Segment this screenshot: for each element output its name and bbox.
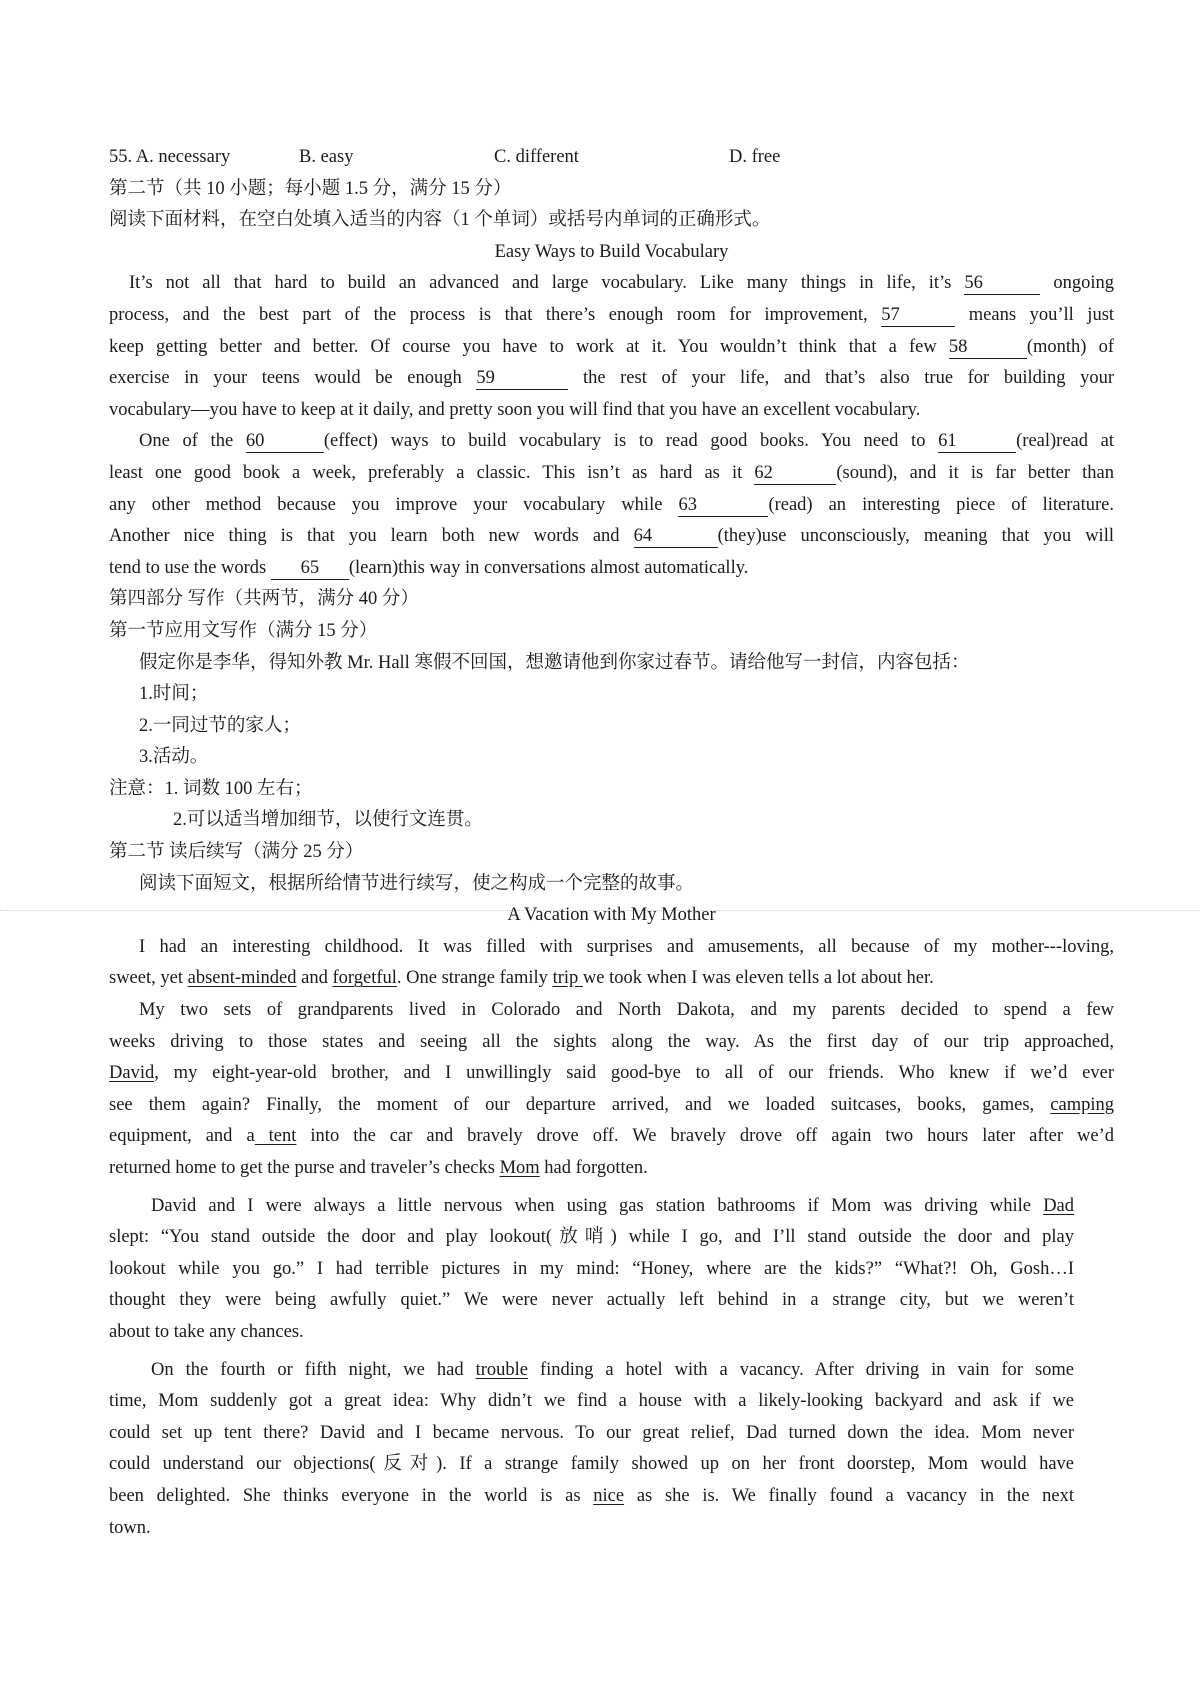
blank-59[interactable]: 59 [476,367,568,390]
passage-paragraph-2-line-5: tend to use the words 65 (learn)this way in conversations almost automatically. [109,557,749,578]
exam-page [109,142,1114,1544]
story-paragraph-4-line-1: On the fourth or fifth night, we had trouble finding a hotel with a vacancy. After driving in vain for some [151,1359,1074,1380]
underlined-word-dad: Dad [1043,1195,1075,1216]
part-4-header: 第四部分 写作（共两节，满分 40 分） [109,589,419,610]
story-paragraph-2-line-1: My two sets of grandparents lived in Colorado and North Dakota, and my parents decided to spend a few [139,1000,1114,1021]
q55-option-d: D. free [729,147,781,167]
underlined-word-camping: camping [1050,1094,1114,1115]
note-line-1: 注意：1. 词数 100 左右； [109,778,313,799]
prompt-item-3: 3.活动。 [139,747,209,768]
passage-paragraph-1-line-1: It’s not all that hard to build an advanced and large vocabulary. Like many things in life, it’s 56 ongoing [129,273,1115,294]
underlined-word-mom: Mom [499,1158,540,1178]
passage-paragraph-1-line-3: keep getting better and better. Of course you have to work at it. You wouldn’t think that a few 58 (month) of [109,336,1114,357]
story-paragraph-2-line-4: see them again? Finally, the moment of our departure arrived, and we loaded suitcases, books, games, camping [109,1094,1114,1115]
story-paragraph-3-line-1: David and I were always a little nervous when using gas station bathrooms if Mom was driving while Dad [151,1195,1075,1216]
story-paragraph-2-line-3: David, my eight-year-old brother, and I unwillingly said good-bye to all of our friends. Who knew if we’d ever [109,1063,1114,1084]
passage-paragraph-2-line-4: Another nice thing is that you learn both new words and 64 (they)use unconsciously, meaning that you will [109,526,1114,547]
underlined-word-nice: nice [593,1485,625,1506]
story-paragraph-1-line-2: sweet, yet absent-minded and forgetful. One strange family trip we took when I was eleven tells a lot about her. [109,968,934,989]
passage-title: Easy Ways to Build Vocabulary [494,241,729,262]
note-line-2: 2.可以适当增加细节，以使行文连贯。 [173,810,483,831]
q55-option-a: 55. A. necessary [109,147,231,167]
underlined-word-david: David [109,1063,155,1084]
underlined-word-forgetful: forgetful [332,968,397,989]
blank-61[interactable]: 61 [938,430,1016,453]
blank-60[interactable]: 60 [246,430,324,453]
blank-57[interactable]: 57 [881,304,955,327]
prompt-item-1: 1.时间； [139,684,209,705]
passage-paragraph-1-line-5: vocabulary—you have to keep at it daily, and pretty soon you will find that you have an excellent vocabulary. [109,399,921,420]
section-2-header: 第二节（共 10 小题；每小题 1.5 分，满分 15 分） [109,178,512,199]
writing-section-2-header: 第二节 读后续写（满分 25 分） [109,842,364,863]
story-paragraph-4-line-4: could understand our objections(反对). If a strange family showed up on her front doorstep, Mom would have [109,1454,1074,1475]
blank-58[interactable]: 58 [949,336,1027,359]
passage-paragraph-1-line-2: process, and the best part of the process is that there’s enough room for improvement, 57 means you’ll just [109,304,1115,325]
story-paragraph-3-line-5: about to take any chances. [109,1321,304,1342]
section-2-instruction: 阅读下面材料，在空白处填入适当的内容（1 个单词）或括号内单词的正确形式。 [109,210,771,231]
blank-62[interactable]: 62 [754,462,836,485]
passage-paragraph-1-line-4: exercise in your teens would be enough 59 the rest of your life, and that’s also true for building your [109,368,1115,389]
story-paragraph-3-line-3: lookout while you go.” I had terrible pictures in my mind: “Honey, where are the kids?” “What?! Oh, Gosh…I [109,1258,1074,1279]
underlined-word-trouble: trouble [475,1359,528,1380]
question-55-options [109,142,1114,174]
story-paragraph-3-line-4: thought they were being awfully quiet.” We were never actually left behind in a strange city, but we weren’t [109,1290,1074,1311]
prompt-item-2: 2.一同过节的家人； [139,715,301,736]
story-paragraph-4-line-5: been delighted. She thinks everyone in the world is as nice as she is. We finally found a vacancy in the next [109,1485,1075,1506]
passage-paragraph-2-line-1: One of the 60 (effect) ways to build vocabulary is to read good books. You need to 61 (real)read at [139,431,1115,452]
q55-option-c: C. different [494,147,579,167]
blank-65[interactable]: 65 [271,557,349,580]
writing-section-1-prompt: 假定你是李华，得知外教 Mr. Hall 寒假不回国，想邀请他到你家过春节。请给他写一封信，内容包括： [139,652,970,673]
story-paragraph-2-line-6: returned home to get the purse and traveler’s checks Mom had forgotten. [109,1158,648,1178]
story-paragraph-4-line-3: could set up tent there? David and I became nervous. To our great relief, Dad turned down the idea. Mom never [109,1422,1074,1443]
passage-paragraph-2-line-3: any other method because you improve your vocabulary while 63 (read) an interesting piece of literature. [109,494,1115,515]
blank-64[interactable]: 64 [634,525,718,548]
writing-section-2-prompt: 阅读下面短文，根据所给情节进行续写，使之构成一个完整的故事。 [139,873,695,894]
story-paragraph-2-line-2: weeks driving to those states and seeing all the sights along the way. As the first day of our trip approached, [109,1031,1114,1052]
q55-option-b: B. easy [299,147,354,167]
story-paragraph-4-line-2: time, Mom suddenly got a great idea: Why didn’t we find a house with a likely-looking backyard and ask if we [109,1391,1074,1412]
underlined-word-absent-minded: absent-minded [187,968,297,989]
passage-paragraph-2-line-2: least one good book a week, preferably a classic. This isn’t as hard as it 62 (sound), and it is far better than [109,462,1114,483]
story-paragraph-1-line-1: I had an interesting childhood. It was filled with surprises and amusements, all because of my mother---loving, [139,936,1114,957]
blank-63[interactable]: 63 [678,494,768,517]
story-paragraph-2-line-5: equipment, and a tent into the car and bravely drove off. We bravely drove off again two hours later after we’d [109,1126,1114,1147]
story-paragraph-4-line-6: town. [109,1517,151,1538]
story-paragraph-3-line-2: slept: “You stand outside the door and play lookout(放哨) while I go, and I’ll stand outside the door and play [109,1227,1074,1248]
underlined-word-tent: tent [254,1126,297,1147]
writing-section-1-header: 第一节应用文写作（满分 15 分） [109,620,378,641]
story-title: A Vacation with My Mother [507,905,716,926]
underlined-word-trip: trip [552,968,583,989]
blank-56[interactable]: 56 [964,272,1040,295]
